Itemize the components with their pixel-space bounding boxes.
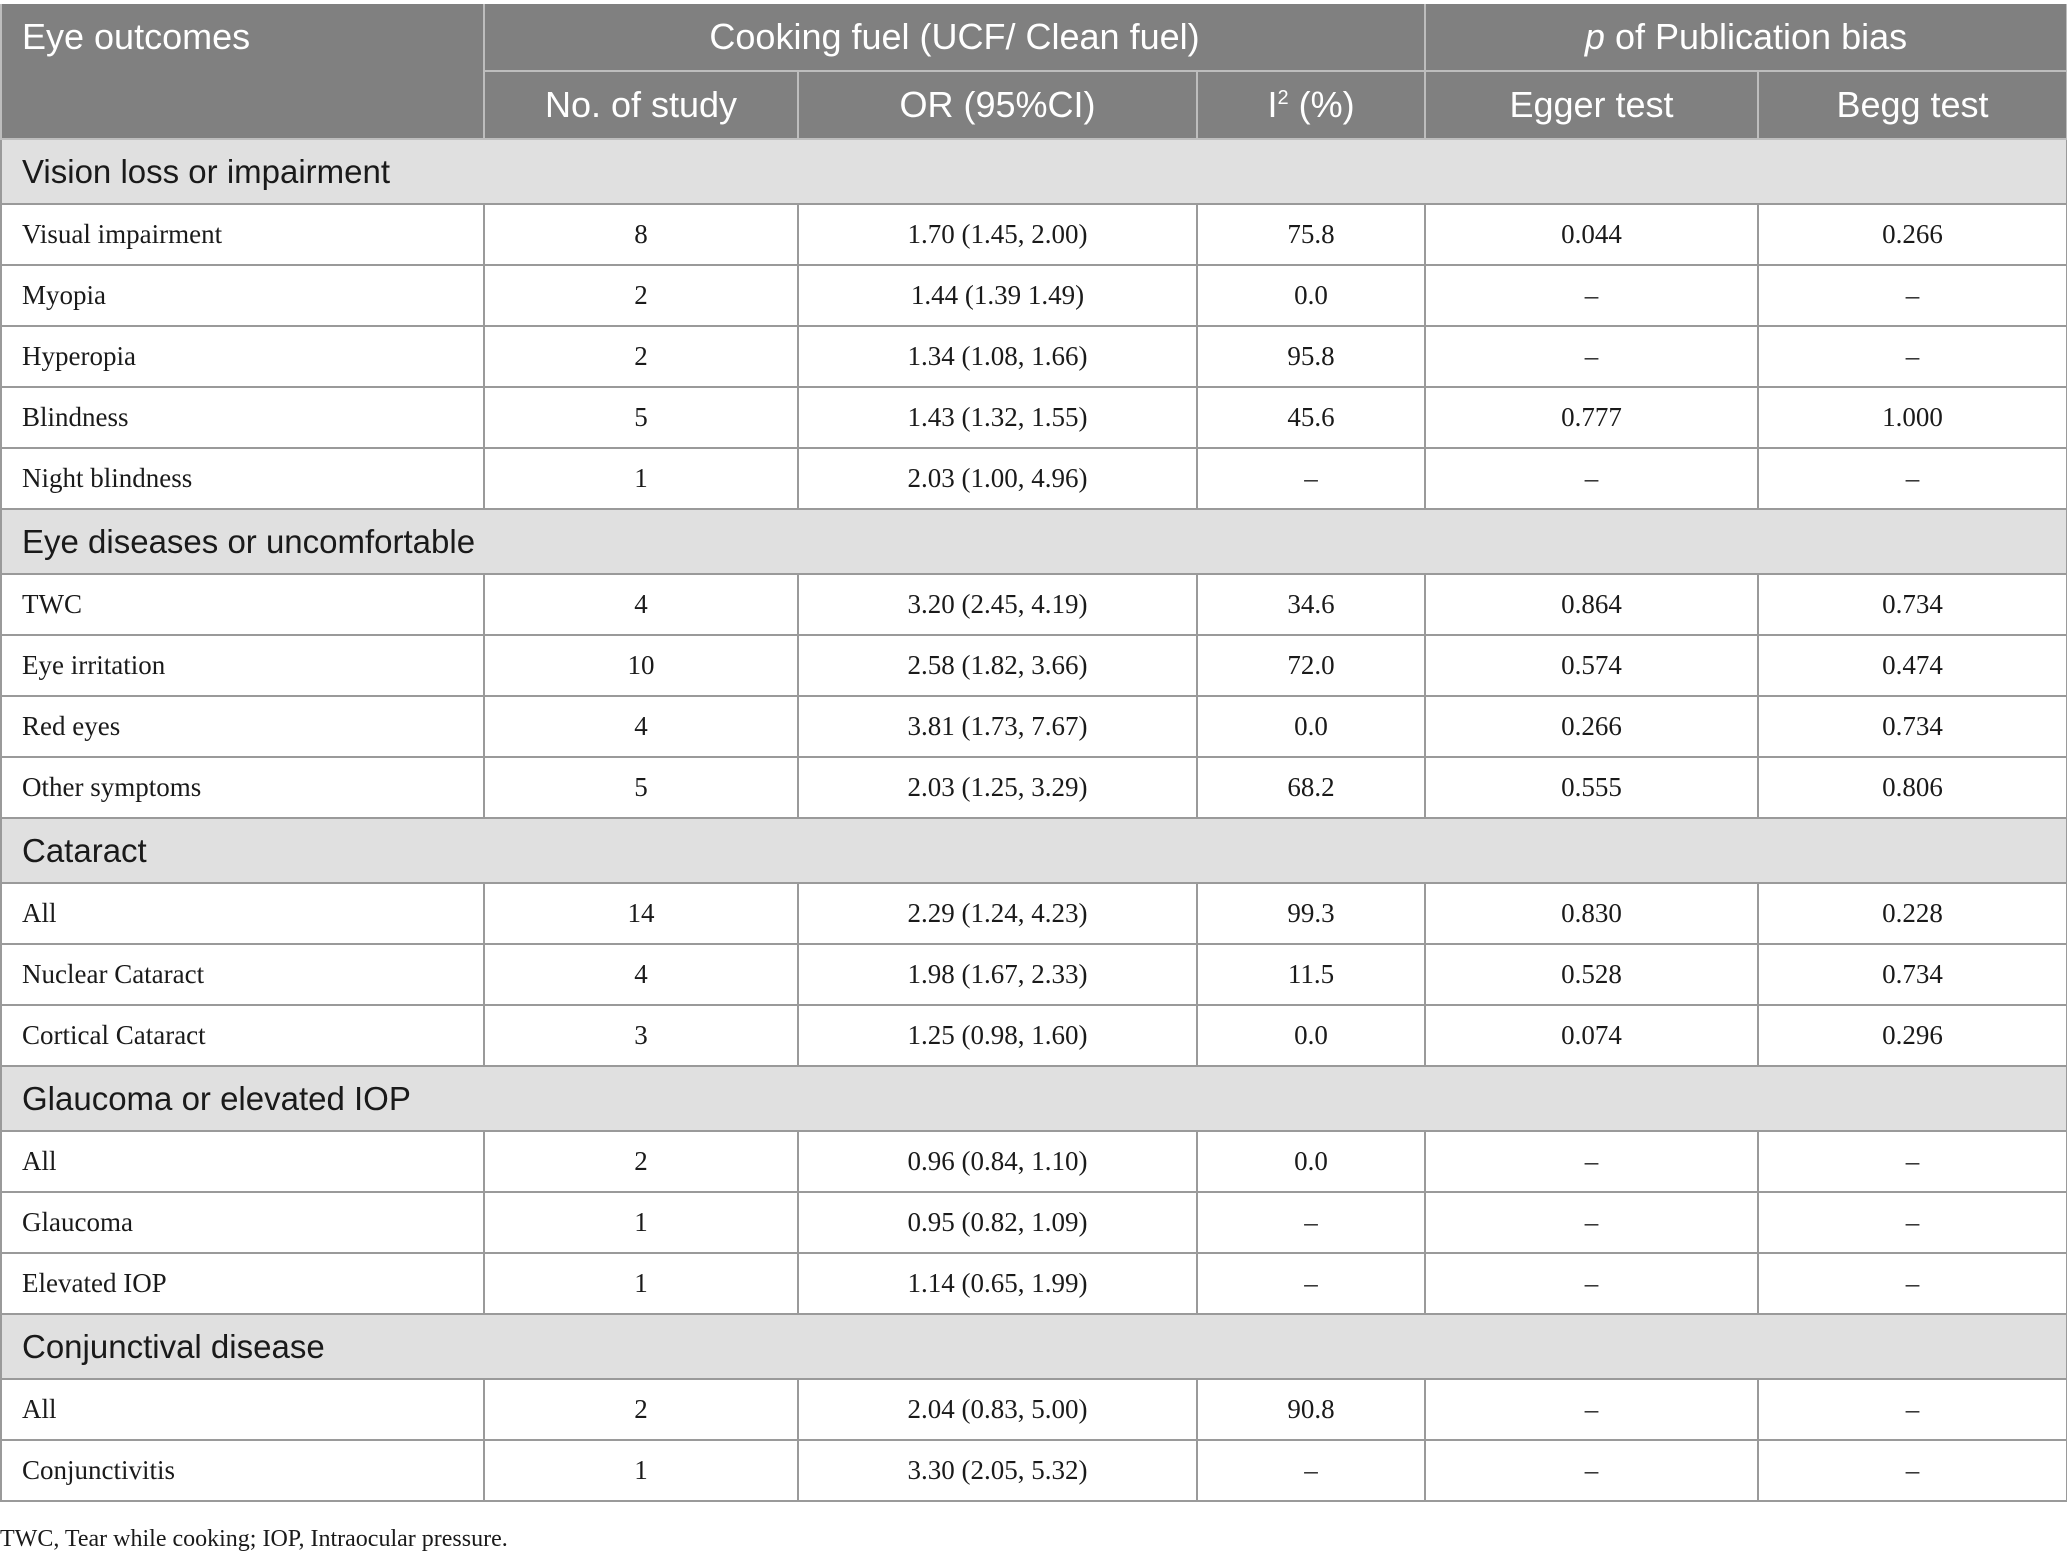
odds-ratio-cell: 1.34 (1.08, 1.66) <box>798 326 1197 387</box>
odds-ratio-cell: 3.81 (1.73, 7.67) <box>798 696 1197 757</box>
i2-cell: 95.8 <box>1197 326 1425 387</box>
begg-cell: – <box>1758 1379 2067 1440</box>
odds-ratio-cell: 2.29 (1.24, 4.23) <box>798 883 1197 944</box>
outcome-cell: Nuclear Cataract <box>1 944 484 1005</box>
begg-cell: – <box>1758 265 2067 326</box>
i2-cell: 0.0 <box>1197 696 1425 757</box>
study-count-cell: 1 <box>484 1253 798 1314</box>
outcome-cell: Red eyes <box>1 696 484 757</box>
study-count-cell: 2 <box>484 265 798 326</box>
table-row <box>1 1253 2067 1314</box>
odds-ratio-cell: 3.20 (2.45, 4.19) <box>798 574 1197 635</box>
odds-ratio-cell: 0.95 (0.82, 1.09) <box>798 1192 1197 1253</box>
table-row <box>1 265 2067 326</box>
table-row <box>1 1131 2067 1192</box>
begg-cell: – <box>1758 1440 2067 1501</box>
i2-cell: – <box>1197 1192 1425 1253</box>
study-count-cell: 4 <box>484 944 798 1005</box>
table-row <box>1 696 2067 757</box>
i2-cell: 0.0 <box>1197 265 1425 326</box>
header-eye-outcomes: Eye outcomes <box>1 4 484 139</box>
egger-cell: 0.574 <box>1425 635 1758 696</box>
egger-cell: – <box>1425 1440 1758 1501</box>
header-begg: Begg test <box>1758 71 2067 139</box>
table-body <box>1 139 2067 1501</box>
begg-cell: 0.734 <box>1758 574 2067 635</box>
eye-outcomes-table <box>0 4 2067 1502</box>
outcome-cell: All <box>1 883 484 944</box>
outcome-cell: Visual impairment <box>1 204 484 265</box>
odds-ratio-cell: 1.98 (1.67, 2.33) <box>798 944 1197 1005</box>
section-row <box>1 1314 2067 1379</box>
i2-cell: 90.8 <box>1197 1379 1425 1440</box>
i2-cell: 0.0 <box>1197 1005 1425 1066</box>
egger-cell: 0.830 <box>1425 883 1758 944</box>
study-count-cell: 2 <box>484 326 798 387</box>
begg-cell: – <box>1758 448 2067 509</box>
table-row <box>1 1005 2067 1066</box>
outcome-cell: TWC <box>1 574 484 635</box>
odds-ratio-cell: 1.25 (0.98, 1.60) <box>798 1005 1197 1066</box>
odds-ratio-cell: 2.03 (1.00, 4.96) <box>798 448 1197 509</box>
header-or-ci: OR (95%CI) <box>798 71 1197 139</box>
begg-cell: 0.228 <box>1758 883 2067 944</box>
i2-cell: 34.6 <box>1197 574 1425 635</box>
header-pub-bias-text: of Publication bias <box>1604 16 1908 57</box>
odds-ratio-cell: 1.44 (1.39 1.49) <box>798 265 1197 326</box>
odds-ratio-cell: 0.96 (0.84, 1.10) <box>798 1131 1197 1192</box>
egger-cell: – <box>1425 1131 1758 1192</box>
table-row <box>1 1192 2067 1253</box>
egger-cell: – <box>1425 1253 1758 1314</box>
begg-cell: – <box>1758 1253 2067 1314</box>
egger-cell: 0.266 <box>1425 696 1758 757</box>
egger-cell: 0.864 <box>1425 574 1758 635</box>
header-egger: Egger test <box>1425 71 1758 139</box>
study-count-cell: 1 <box>484 1192 798 1253</box>
study-count-cell: 8 <box>484 204 798 265</box>
header-cooking-fuel: Cooking fuel (UCF/ Clean fuel) <box>484 4 1425 71</box>
outcome-cell: Elevated IOP <box>1 1253 484 1314</box>
egger-cell: – <box>1425 326 1758 387</box>
table-row <box>1 883 2067 944</box>
i2-cell: 68.2 <box>1197 757 1425 818</box>
study-count-cell: 2 <box>484 1379 798 1440</box>
table-header <box>1 4 2067 139</box>
i2-cell: – <box>1197 448 1425 509</box>
table-row <box>1 204 2067 265</box>
outcome-cell: Eye irritation <box>1 635 484 696</box>
study-count-cell: 4 <box>484 696 798 757</box>
begg-cell: 0.296 <box>1758 1005 2067 1066</box>
table-row <box>1 448 2067 509</box>
begg-cell: – <box>1758 1192 2067 1253</box>
begg-cell: 0.734 <box>1758 944 2067 1005</box>
table-container <box>0 4 2067 1502</box>
begg-cell: 0.474 <box>1758 635 2067 696</box>
study-count-cell: 14 <box>484 883 798 944</box>
outcome-cell: Conjunctivitis <box>1 1440 484 1501</box>
outcome-cell: Night blindness <box>1 448 484 509</box>
table-row <box>1 1440 2067 1501</box>
i2-cell: – <box>1197 1253 1425 1314</box>
section-title: Glaucoma or elevated IOP <box>1 1066 2067 1131</box>
odds-ratio-cell: 1.70 (1.45, 2.00) <box>798 204 1197 265</box>
begg-cell: 0.266 <box>1758 204 2067 265</box>
study-count-cell: 10 <box>484 635 798 696</box>
egger-cell: 0.528 <box>1425 944 1758 1005</box>
odds-ratio-cell: 2.04 (0.83, 5.00) <box>798 1379 1197 1440</box>
section-row <box>1 1066 2067 1131</box>
i2-cell: 75.8 <box>1197 204 1425 265</box>
begg-cell: 0.734 <box>1758 696 2067 757</box>
i2-cell: 0.0 <box>1197 1131 1425 1192</box>
header-p-italic: p <box>1584 16 1605 57</box>
outcome-cell: Hyperopia <box>1 326 484 387</box>
table-row <box>1 635 2067 696</box>
header-i2-sup: 2 <box>1277 87 1289 109</box>
odds-ratio-cell: 1.43 (1.32, 1.55) <box>798 387 1197 448</box>
begg-cell: – <box>1758 1131 2067 1192</box>
outcome-cell: All <box>1 1379 484 1440</box>
header-i2-base: I <box>1267 84 1278 125</box>
table-row <box>1 1379 2067 1440</box>
egger-cell: – <box>1425 265 1758 326</box>
section-title: Cataract <box>1 818 2067 883</box>
outcome-cell: Blindness <box>1 387 484 448</box>
study-count-cell: 5 <box>484 387 798 448</box>
table-row <box>1 944 2067 1005</box>
egger-cell: 0.555 <box>1425 757 1758 818</box>
odds-ratio-cell: 1.14 (0.65, 1.99) <box>798 1253 1197 1314</box>
study-count-cell: 3 <box>484 1005 798 1066</box>
section-row <box>1 139 2067 204</box>
section-title: Eye diseases or uncomfortable <box>1 509 2067 574</box>
section-title: Vision loss or impairment <box>1 139 2067 204</box>
begg-cell: 1.000 <box>1758 387 2067 448</box>
header-publication-bias <box>1425 4 2067 71</box>
table-row <box>1 574 2067 635</box>
header-i2-unit: (%) <box>1288 84 1355 125</box>
table-row <box>1 326 2067 387</box>
begg-cell: 0.806 <box>1758 757 2067 818</box>
odds-ratio-cell: 2.58 (1.82, 3.66) <box>798 635 1197 696</box>
outcome-cell: Glaucoma <box>1 1192 484 1253</box>
study-count-cell: 2 <box>484 1131 798 1192</box>
header-no-of-study: No. of study <box>484 71 798 139</box>
table-footnote: TWC, Tear while cooking; IOP, Intraocular pressure. <box>0 1526 508 1552</box>
header-row-1 <box>1 4 2067 71</box>
egger-cell: – <box>1425 448 1758 509</box>
outcome-cell: Other symptoms <box>1 757 484 818</box>
egger-cell: 0.777 <box>1425 387 1758 448</box>
header-i2 <box>1197 71 1425 139</box>
i2-cell: 72.0 <box>1197 635 1425 696</box>
egger-cell: – <box>1425 1379 1758 1440</box>
study-count-cell: 4 <box>484 574 798 635</box>
i2-cell: 45.6 <box>1197 387 1425 448</box>
section-row <box>1 509 2067 574</box>
study-count-cell: 1 <box>484 448 798 509</box>
i2-cell: 99.3 <box>1197 883 1425 944</box>
outcome-cell: Cortical Cataract <box>1 1005 484 1066</box>
study-count-cell: 1 <box>484 1440 798 1501</box>
section-title: Conjunctival disease <box>1 1314 2067 1379</box>
study-count-cell: 5 <box>484 757 798 818</box>
egger-cell: 0.074 <box>1425 1005 1758 1066</box>
odds-ratio-cell: 3.30 (2.05, 5.32) <box>798 1440 1197 1501</box>
table-row <box>1 387 2067 448</box>
i2-cell: – <box>1197 1440 1425 1501</box>
outcome-cell: Myopia <box>1 265 484 326</box>
odds-ratio-cell: 2.03 (1.25, 3.29) <box>798 757 1197 818</box>
table-row <box>1 757 2067 818</box>
begg-cell: – <box>1758 326 2067 387</box>
egger-cell: – <box>1425 1192 1758 1253</box>
i2-cell: 11.5 <box>1197 944 1425 1005</box>
egger-cell: 0.044 <box>1425 204 1758 265</box>
outcome-cell: All <box>1 1131 484 1192</box>
section-row <box>1 818 2067 883</box>
